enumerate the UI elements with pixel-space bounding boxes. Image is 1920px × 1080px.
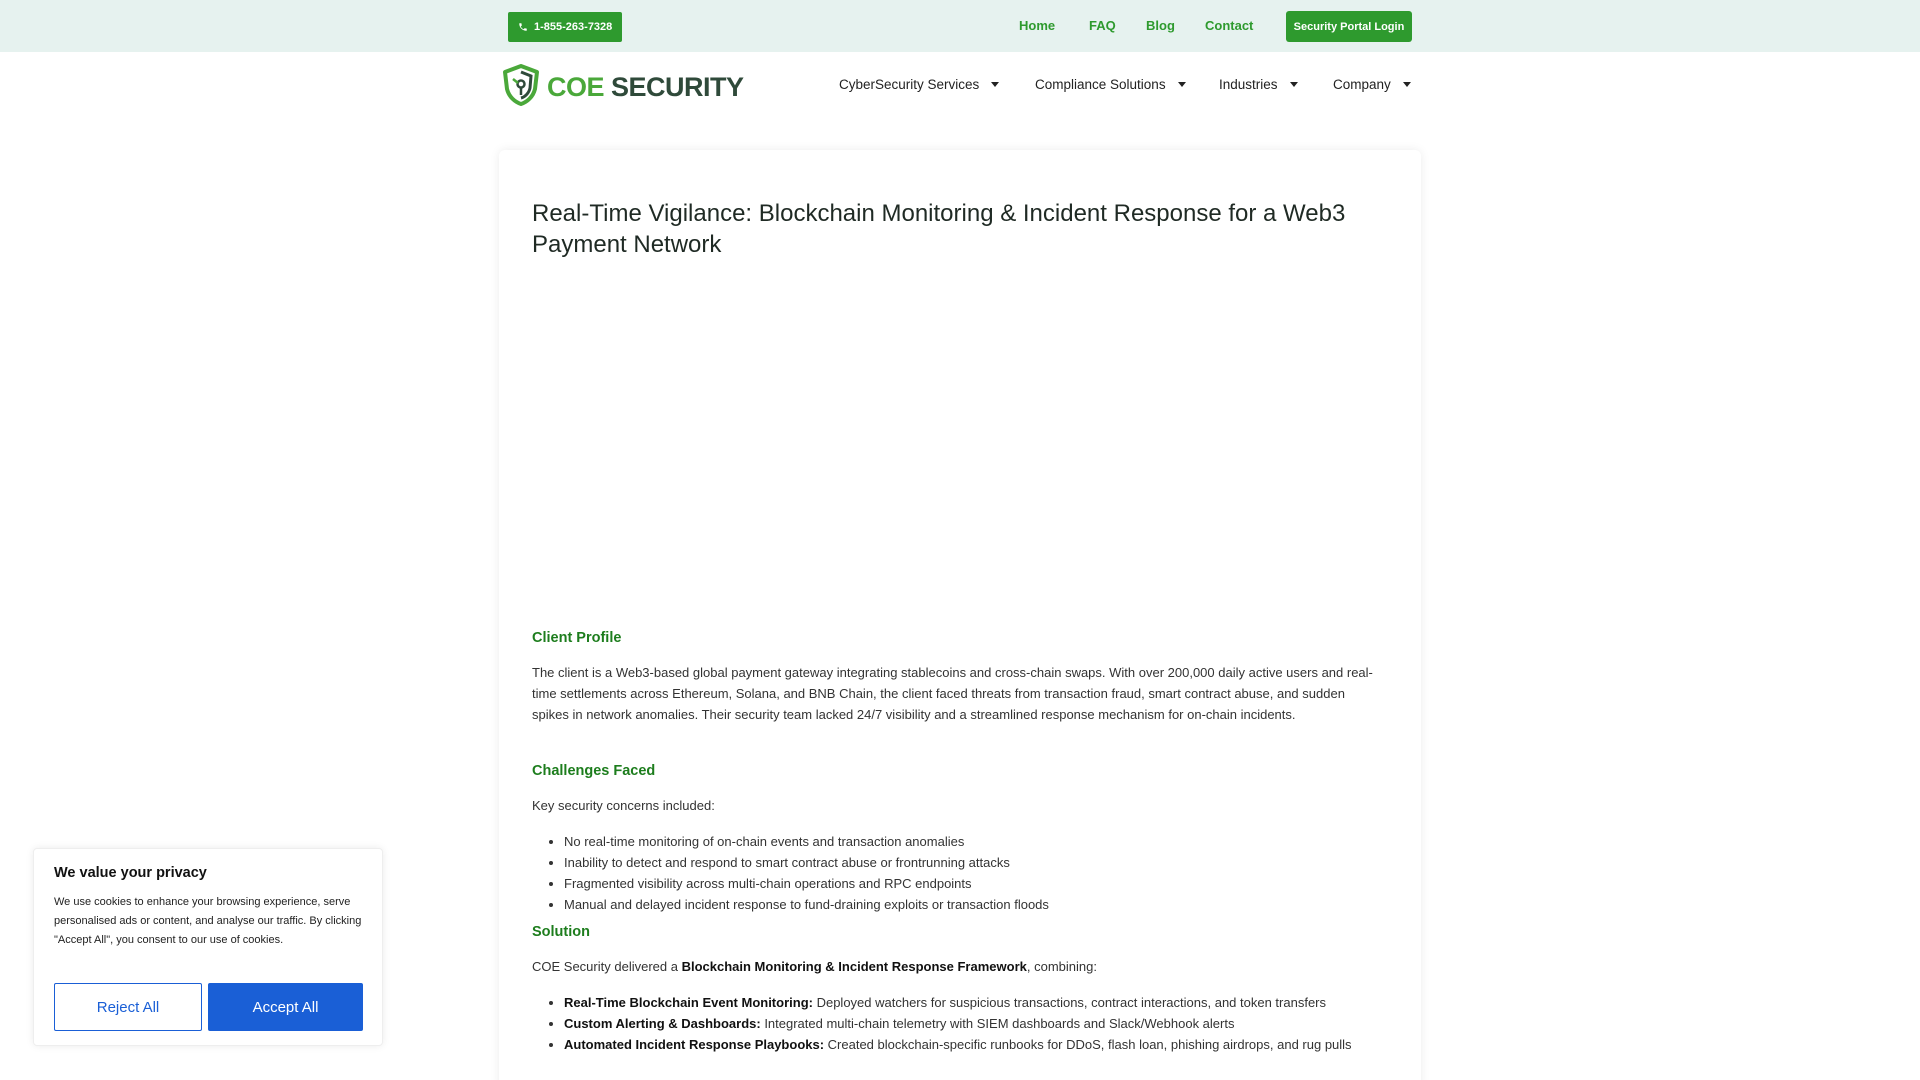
article-card [499, 150, 1421, 1080]
nav-link-home[interactable]: Home [1019, 18, 1056, 33]
cookie-consent-banner [33, 848, 383, 1046]
caret-down-icon [1403, 82, 1411, 87]
reject-all-button[interactable]: Reject All [54, 983, 202, 1031]
solution-list [564, 992, 1394, 1055]
solution-intro: COE Security delivered a Blockchain Monitoring & Incident Response Framework, combining: [532, 959, 1097, 974]
nav-link-faq[interactable]: FAQ [1089, 18, 1116, 33]
list-item: • Manual and delayed incident response to fund-draining exploits or transaction floods [564, 894, 1394, 915]
top-bar [0, 0, 1920, 52]
list-item: • Custom Alerting & Dashboards: Integrated multi-chain telemetry with SIEM dashboards and Slack/Webhook alerts [564, 1013, 1394, 1034]
logo-wordmark: COE SECURITY [547, 72, 744, 102]
client-profile-text: The client is a Web3-based global payment gateway integrating stablecoins and cross-chain swaps. With over 200,000 daily active users and real-time settlements across Ethereum, Solana, and BNB Chain, the client faced threats from transaction fraud, smart contract abuse, and sudden spikes in network anomalies. Their security team lacked 24/7 visibility and a streamlined response mechanism for on-chain incidents. [532, 665, 1373, 722]
list-item: • Fragmented visibility across multi-chain operations and RPC endpoints [564, 873, 1394, 894]
cookie-text: We use cookies to enhance your browsing experience, serve personalised ads or content, and analyse our traffic. By clicking "Accept All", you consent to our use of cookies. [54, 896, 362, 946]
cookie-title: We value your privacy [54, 865, 207, 881]
nav-cybersecurity-services[interactable]: CyberSecurity Services [839, 77, 999, 92]
list-item: • Automated Incident Response Playbooks: Created blockchain-specific runbooks for DDoS, flash loan, phishing airdrops, and rug pulls [564, 1034, 1394, 1055]
nav-compliance-solutions[interactable]: Compliance Solutions [1035, 77, 1186, 92]
shield-logo-icon [499, 63, 543, 112]
site-logo[interactable] [499, 63, 744, 112]
phone-number: 1-855-263-7328 [534, 21, 613, 33]
security-portal-login-button[interactable]: Security Portal Login [1286, 11, 1412, 42]
client-profile-heading: Client Profile [532, 630, 622, 646]
challenges-intro: Key security concerns included: [532, 798, 715, 813]
accept-all-button[interactable]: Accept All [208, 983, 363, 1031]
list-item: • Real-Time Blockchain Event Monitoring: Deployed watchers for suspicious transactions, contract interactions, and token transfers [564, 992, 1394, 1013]
challenges-heading: Challenges Faced [532, 763, 656, 779]
nav-company[interactable]: Company [1333, 77, 1411, 92]
nav-link-blog[interactable]: Blog [1146, 18, 1175, 33]
challenges-list [564, 831, 1394, 915]
article-title: Real-Time Vigilance: Blockchain Monitoring & Incident Response for a Web3 Payment Network [532, 200, 1346, 258]
caret-down-icon [1290, 82, 1298, 87]
caret-down-icon [991, 82, 999, 87]
caret-down-icon [1178, 82, 1186, 87]
nav-link-contact[interactable]: Contact [1205, 18, 1254, 33]
nav-industries[interactable]: Industries [1219, 77, 1298, 92]
phone-icon [518, 22, 528, 32]
solution-heading: Solution [532, 924, 590, 940]
list-item: • No real-time monitoring of on-chain events and transaction anomalies [564, 831, 1394, 852]
phone-button[interactable] [508, 12, 622, 42]
list-item: • Inability to detect and respond to smart contract abuse or frontrunning attacks [564, 852, 1394, 873]
